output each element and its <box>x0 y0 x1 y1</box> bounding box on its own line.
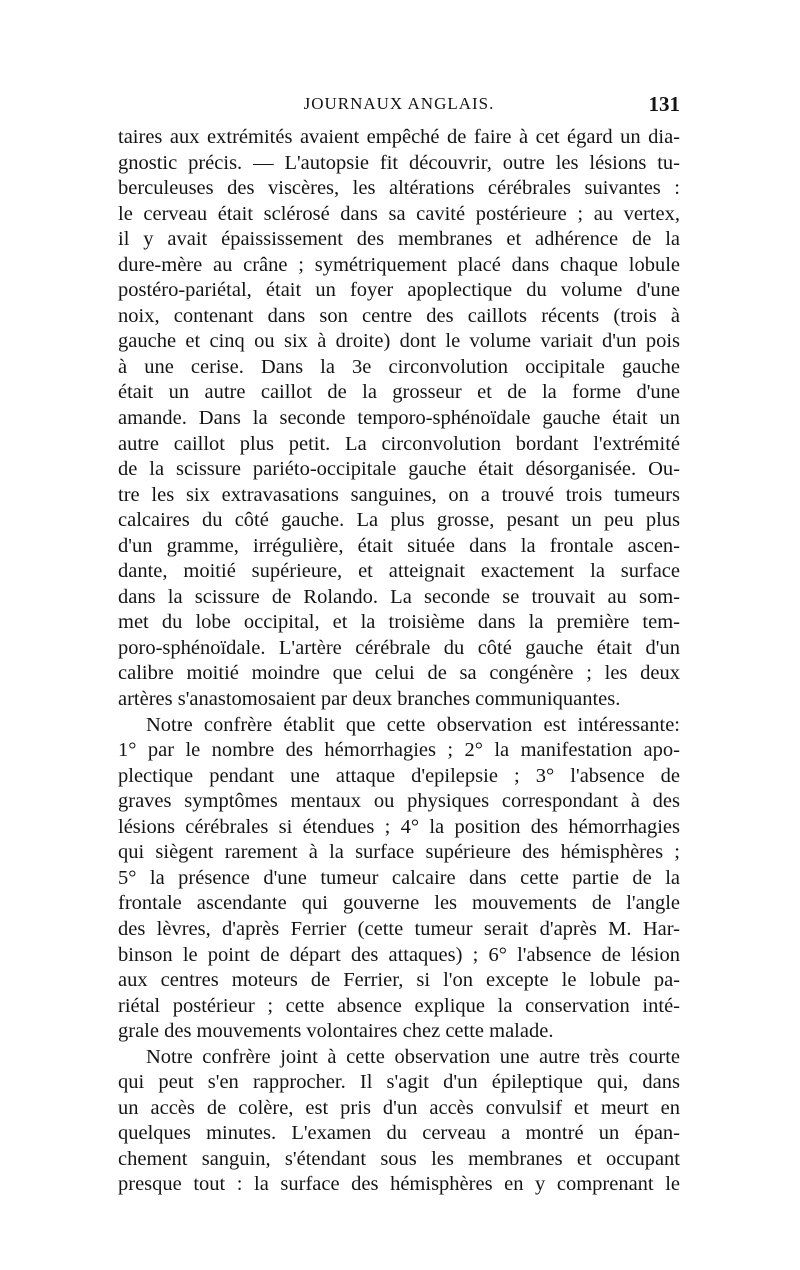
text-line: 5° la présence d'une tumeur calcaire dans cette partie de la <box>118 866 680 889</box>
text-line: il y avait épaississement des membranes et adhérence de la <box>118 228 680 251</box>
text-line: gauche et cinq ou six à droite) dont le volume variait d'un pois <box>118 330 680 353</box>
text-line: frontale ascendante qui gouverne les mouvements de l'angle <box>118 892 680 915</box>
text-line: poro-sphénoïdale. L'artère cérébrale du côté gauche était d'un <box>118 636 680 659</box>
text-line: à une cerise. Dans la 3e circonvolution occipitale gauche <box>118 355 680 378</box>
text-line: artères s'anastomosaient par deux branches communiquantes. <box>118 688 621 711</box>
text-line: Notre confrère établit que cette observation est intéressante: <box>146 713 680 736</box>
text-line: graves symptômes mentaux ou physiques correspondant à des <box>118 790 680 813</box>
text-line: le cerveau était sclérosé dans sa cavité postérieure ; au vertex, <box>118 202 680 225</box>
text-line: calcaires du côté gauche. La plus grosse, pesant un peu plus <box>118 509 680 532</box>
text-line: autre caillot plus petit. La circonvolution bordant l'extrémité <box>118 432 680 455</box>
text-line: postéro-pariétal, était un foyer apoplectique du volume d'une <box>118 279 680 302</box>
running-head <box>118 92 680 120</box>
text-line: gnostic précis. — L'autopsie fit découvrir, outre les lésions tu- <box>118 151 680 174</box>
text-line: qui siègent rarement à la surface supérieure des hémisphères ; <box>118 841 680 864</box>
text-line: d'un gramme, irrégulière, était située dans la frontale ascen- <box>118 534 680 557</box>
text-line: calibre moitié moindre que celui de sa congénère ; les deux <box>118 662 680 685</box>
text-line: lésions cérébrales si étendues ; 4° la position des hémorrhagies <box>118 815 680 838</box>
text-line: un accès de colère, est pris d'un accès convulsif et meurt en <box>118 1096 680 1119</box>
text-line: met du lobe occipital, et la troisième dans la première tem- <box>118 611 680 634</box>
text-line: tre les six extravasations sanguines, on a trouvé trois tumeurs <box>118 483 680 506</box>
page-number: 131 <box>648 92 680 116</box>
text-line: grale des mouvements volontaires chez cette malade. <box>118 1020 554 1043</box>
text-line: binson le point de départ des attaques) ; 6° l'absence de lésion <box>118 943 680 966</box>
text-line: des lèvres, d'après Ferrier (cette tumeur serait d'après M. Har- <box>118 917 680 940</box>
text-line: chement sanguin, s'étendant sous les membranes et occupant <box>118 1147 680 1170</box>
text-line: berculeuses des viscères, les altérations cérébrales suivantes : <box>118 177 680 200</box>
text-line: aux centres moteurs de Ferrier, si l'on excepte le lobule pa- <box>118 969 680 992</box>
text-line: presque tout : la surface des hémisphères en y comprenant le <box>118 1173 680 1196</box>
text-line: amande. Dans la seconde temporo-sphénoïdale gauche était un <box>118 407 680 430</box>
body-text <box>118 125 680 1198</box>
text-line: dure-mère au crâne ; symétriquement placé dans chaque lobule <box>118 253 680 276</box>
text-line: qui peut s'en rapprocher. Il s'agit d'un épileptique qui, dans <box>118 1071 680 1094</box>
text-line: noix, contenant dans son centre des caillots récents (trois à <box>118 304 680 327</box>
text-line: de la scissure pariéto-occipitale gauche était désorganisée. Ou- <box>118 458 680 481</box>
text-line: taires aux extrémités avaient empêché de faire à cet égard un dia- <box>118 126 680 148</box>
text-line: quelques minutes. L'examen du cerveau a montré un épan- <box>118 1122 680 1145</box>
text-line: Notre confrère joint à cette observation une autre très courte <box>146 1045 680 1068</box>
text-line: dante, moitié supérieure, et atteignait exactement la surface <box>118 560 680 583</box>
text-line: 1° par le nombre des hémorrhagies ; 2° la manifestation apo- <box>118 739 680 762</box>
text-line: riétal postérieur ; cette absence explique la conservation inté- <box>118 994 680 1017</box>
text-line: était un autre caillot de la grosseur et de la forme d'une <box>118 381 680 404</box>
running-title: JOURNAUX ANGLAIS. <box>303 94 495 113</box>
text-line: plectique pendant une attaque d'epilepsie ; 3° l'absence de <box>118 764 680 787</box>
text-line: dans la scissure de Rolando. La seconde se trouvait au som- <box>118 585 680 608</box>
